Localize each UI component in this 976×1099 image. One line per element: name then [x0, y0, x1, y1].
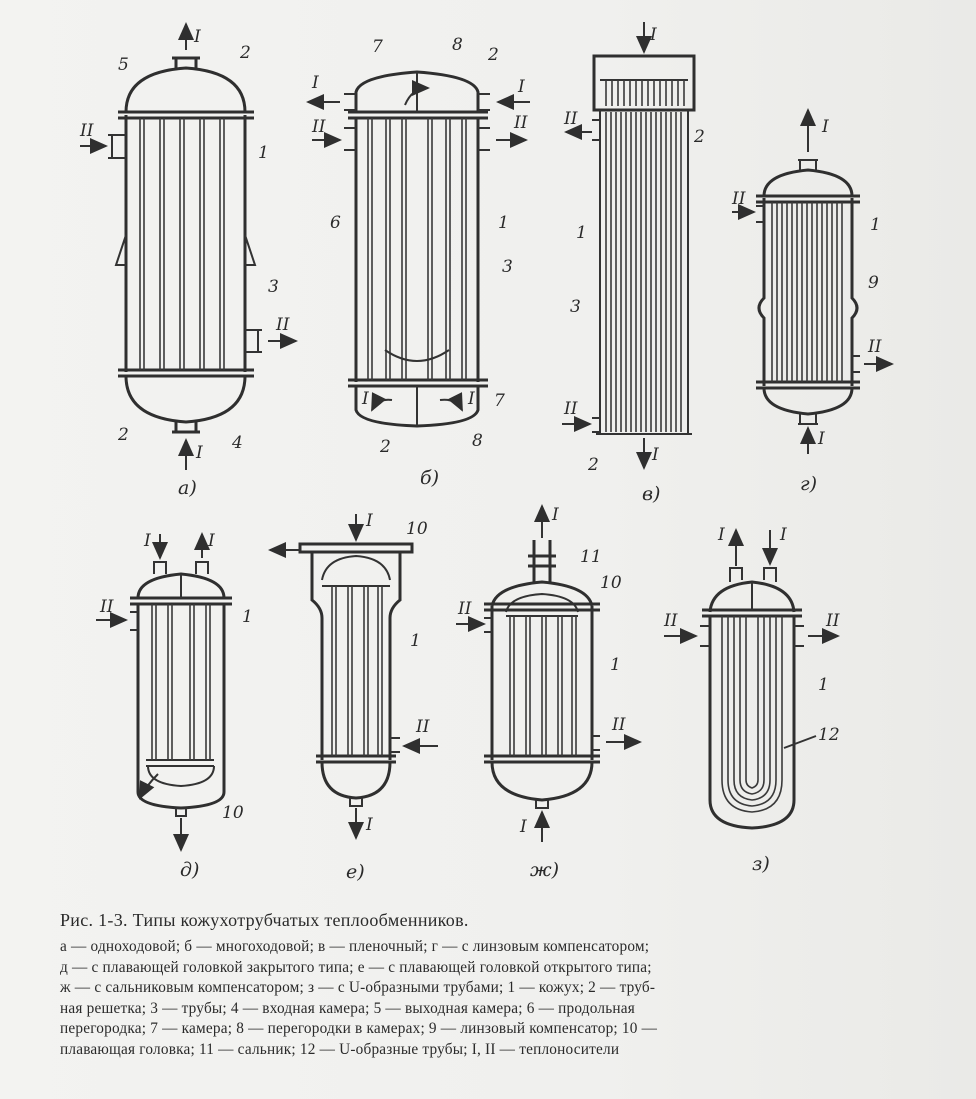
label-v-I-in: I	[650, 25, 657, 45]
diagram-d-floating-head-closed	[96, 531, 253, 881]
legend-line: а — одноходовой; б — многоходовой; в — пленочный; г — с линзовым компенсатором;	[60, 938, 650, 955]
label-z-II-in: II	[664, 611, 678, 631]
label-b-2: 2	[488, 45, 499, 65]
legend-line: плавающая головка; 11 — сальник; 12 — U-образные трубы; I, II — теплоносители	[60, 1040, 620, 1058]
label-z-12: 12	[818, 725, 840, 745]
diagram-e-floating-head-open	[270, 511, 438, 883]
figure-caption	[60, 910, 940, 1060]
label-d-I-in: I	[144, 531, 151, 551]
diagram-z-u-tubes	[663, 525, 840, 875]
label-z-II-out: II	[826, 611, 840, 631]
label-g-II-out: II	[868, 337, 882, 357]
label-b-I-right: I	[468, 389, 475, 409]
diagram-b-multi-pass	[308, 35, 530, 489]
label-v-3: 3	[570, 297, 581, 317]
figure-legend	[60, 937, 940, 1060]
label-e-I-out: I	[366, 815, 373, 835]
label-v-I-out: I	[652, 445, 659, 465]
label-a-4: 4	[232, 433, 243, 453]
label-b-II-in: II	[312, 117, 326, 137]
label-g-II-in: II	[732, 189, 746, 209]
label-zh-I-out: I	[552, 505, 559, 525]
label-zh-II-out: II	[612, 715, 626, 735]
label-a-2-bottom: 2	[118, 425, 129, 445]
label-a-1: 1	[258, 143, 269, 163]
caption-v: в)	[642, 483, 661, 505]
label-v-1: 1	[576, 223, 587, 243]
label-e-II: II	[416, 717, 430, 737]
label-d-1: 1	[242, 607, 253, 627]
label-g-1: 1	[870, 215, 881, 235]
label-b-I-in: I	[518, 77, 525, 97]
legend-line: ж — с сальниковым компенсатором; з — с U-образными трубами; 1 — кожух; 2 — труб-	[60, 979, 656, 996]
label-v-2-bottom: 2	[588, 455, 599, 475]
label-a-I-in: I	[196, 443, 203, 463]
label-e-10: 10	[406, 519, 428, 539]
label-z-1: 1	[818, 675, 829, 695]
legend-line: ная решетка; 3 — трубы; 4 — входная камера; 5 — выходная камера; 6 — продольная	[60, 999, 636, 1017]
figure-title: Рис. 1-3. Типы кожухотрубчатых теплообменников.	[60, 910, 469, 930]
legend-line: перегородка; 7 — камера; 8 — перегородки в камерах; 9 — линзовый компенсатор; 10 —	[60, 1020, 658, 1037]
label-v-II-out: II	[564, 109, 578, 129]
label-a-II-out: II	[276, 315, 290, 335]
label-d-I-out: I	[208, 531, 215, 551]
diagram-g-lens-compensator	[731, 110, 892, 495]
label-b-1: 1	[498, 213, 509, 233]
caption-g: г)	[800, 473, 818, 495]
legend-line: д — с плавающей головкой закрытого типа; е — с плавающей головкой открытого типа;	[60, 958, 652, 976]
label-b-I-left: I	[362, 389, 369, 409]
label-a-I-out: I	[194, 27, 201, 47]
label-e-1: 1	[410, 631, 421, 651]
caption-a: а)	[178, 477, 197, 499]
label-b-I-out: I	[312, 73, 319, 93]
label-e-I-in: I	[366, 511, 373, 531]
label-g-9: 9	[868, 273, 879, 293]
label-b-7: 7	[372, 37, 383, 57]
label-g-I-out: I	[822, 117, 829, 137]
caption-b: б)	[420, 467, 440, 489]
diagram-zh-stuffing-box	[456, 505, 640, 881]
label-z-I-out: I	[718, 525, 725, 545]
label-v-2: 2	[694, 127, 705, 147]
label-zh-11: 11	[580, 547, 602, 567]
caption-z: з)	[752, 853, 770, 875]
label-b-3: 3	[502, 257, 513, 277]
label-a-3: 3	[268, 277, 279, 297]
label-zh-1: 1	[610, 655, 621, 675]
caption-d: д)	[180, 859, 200, 881]
diagram-v-film	[562, 22, 705, 505]
diagram-a-single-pass	[79, 24, 296, 499]
label-g-I-in: I	[818, 429, 825, 449]
label-zh-I-in: I	[520, 817, 527, 837]
label-d-10: 10	[222, 803, 244, 823]
label-a-2: 2	[240, 43, 251, 63]
label-b-II-out: II	[514, 113, 528, 133]
label-a-5: 5	[118, 55, 129, 75]
label-b-8: 8	[452, 35, 463, 55]
label-b-6: 6	[330, 213, 341, 233]
caption-zh: ж)	[530, 859, 560, 881]
label-zh-II-in: II	[458, 599, 472, 619]
label-z-I-in: I	[780, 525, 787, 545]
caption-e: е)	[346, 861, 365, 883]
label-d-II: II	[100, 597, 114, 617]
label-b-8-bottom: 8	[472, 431, 483, 451]
label-v-II-in: II	[564, 399, 578, 419]
label-a-II-in: II	[80, 121, 94, 141]
label-zh-10: 10	[600, 573, 622, 593]
label-b-2-bottom: 2	[380, 437, 391, 457]
label-b-7-bottom: 7	[494, 391, 505, 411]
